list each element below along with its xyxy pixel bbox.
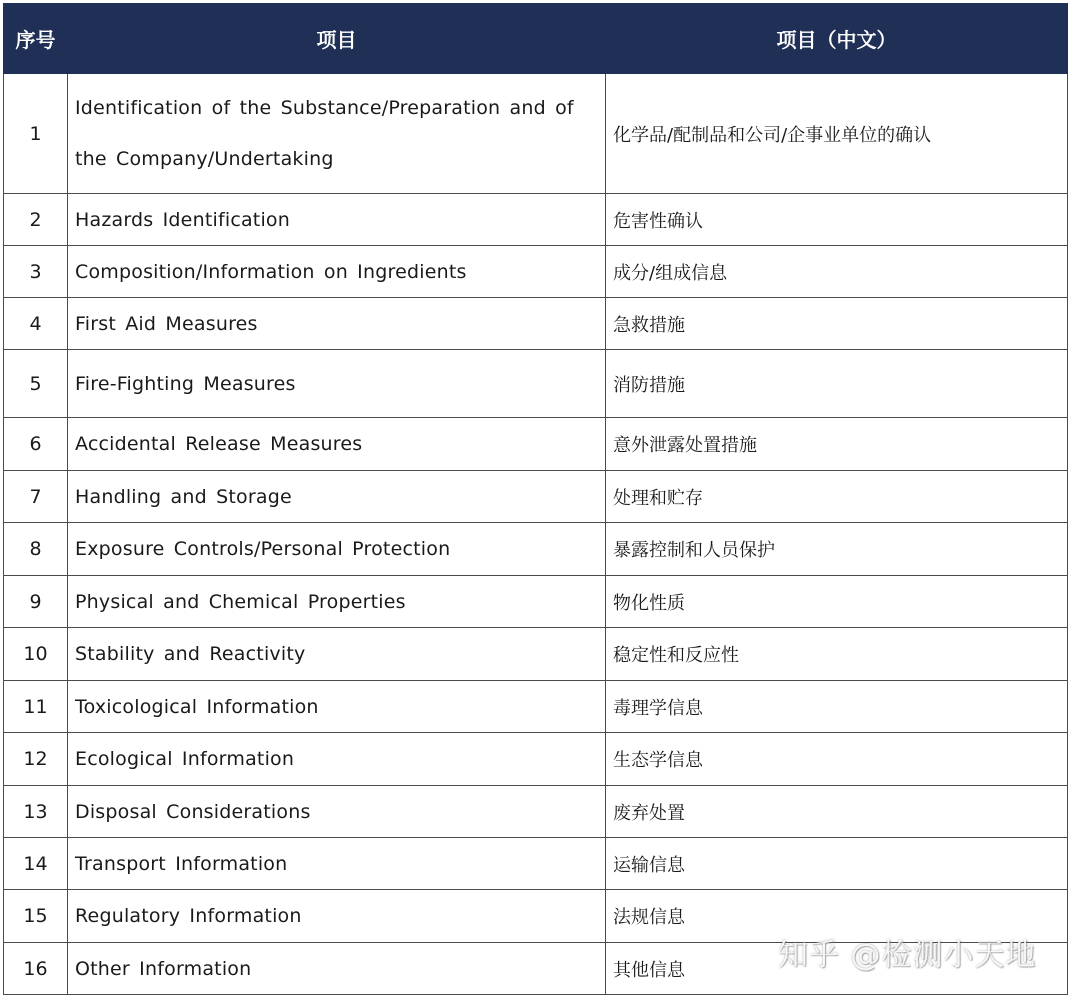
row-item-chinese: 成分/组成信息 <box>606 246 1068 298</box>
table-row <box>4 628 1068 681</box>
table-row <box>4 471 1068 523</box>
row-item-chinese: 危害性确认 <box>606 194 1068 246</box>
header-item-chinese: 项目（中文） <box>606 4 1068 74</box>
row-item-chinese: 消防措施 <box>606 350 1068 418</box>
row-item-chinese: 运输信息 <box>606 838 1068 890</box>
row-serial-number: 13 <box>4 786 68 838</box>
row-item-english: Stability and Reactivity <box>68 628 606 681</box>
row-serial-number: 11 <box>4 681 68 733</box>
row-item-english: Identification of the Substance/Preparation and of the Company/Undertaking <box>68 74 606 194</box>
table-body <box>4 74 1068 995</box>
row-serial-number: 4 <box>4 298 68 350</box>
row-serial-number: 9 <box>4 576 68 628</box>
row-item-chinese: 生态学信息 <box>606 733 1068 786</box>
row-item-english: Composition/Information on Ingredients <box>68 246 606 298</box>
row-serial-number: 15 <box>4 890 68 943</box>
row-item-english: Other Information <box>68 943 606 995</box>
row-item-english: Regulatory Information <box>68 890 606 943</box>
row-item-chinese: 法规信息 <box>606 890 1068 943</box>
sds-sections-table <box>3 3 1068 995</box>
table-row <box>4 733 1068 786</box>
table-row <box>4 786 1068 838</box>
row-item-chinese: 化学品/配制品和公司/企事业单位的确认 <box>606 74 1068 194</box>
row-item-chinese: 废弃处置 <box>606 786 1068 838</box>
row-item-english: Transport Information <box>68 838 606 890</box>
table-row <box>4 523 1068 576</box>
row-item-chinese: 处理和贮存 <box>606 471 1068 523</box>
table-row <box>4 298 1068 350</box>
table-header-row <box>4 4 1068 74</box>
row-item-chinese: 急救措施 <box>606 298 1068 350</box>
table-row <box>4 418 1068 471</box>
row-item-chinese: 稳定性和反应性 <box>606 628 1068 681</box>
row-item-english: Exposure Controls/Personal Protection <box>68 523 606 576</box>
row-serial-number: 2 <box>4 194 68 246</box>
row-item-chinese: 其他信息 <box>606 943 1068 995</box>
row-item-english: Hazards Identification <box>68 194 606 246</box>
row-item-chinese: 暴露控制和人员保护 <box>606 523 1068 576</box>
row-item-english: Handling and Storage <box>68 471 606 523</box>
row-item-english: Toxicological Information <box>68 681 606 733</box>
header-serial-number: 序号 <box>4 4 68 74</box>
row-serial-number: 12 <box>4 733 68 786</box>
watermark: 知乎 @检测小天地 <box>778 938 1037 973</box>
row-serial-number: 7 <box>4 471 68 523</box>
table-row <box>4 74 1068 194</box>
table-row <box>4 681 1068 733</box>
row-serial-number: 8 <box>4 523 68 576</box>
row-serial-number: 5 <box>4 350 68 418</box>
table-row <box>4 838 1068 890</box>
row-item-english: Fire-Fighting Measures <box>68 350 606 418</box>
row-item-english: Disposal Considerations <box>68 786 606 838</box>
header-item: 项目 <box>68 4 606 74</box>
row-serial-number: 16 <box>4 943 68 995</box>
table-row <box>4 194 1068 246</box>
row-item-english: Physical and Chemical Properties <box>68 576 606 628</box>
table-row <box>4 576 1068 628</box>
row-item-chinese: 毒理学信息 <box>606 681 1068 733</box>
row-serial-number: 1 <box>4 74 68 194</box>
row-item-english: Accidental Release Measures <box>68 418 606 471</box>
row-serial-number: 6 <box>4 418 68 471</box>
row-serial-number: 10 <box>4 628 68 681</box>
table-row <box>4 350 1068 418</box>
row-serial-number: 3 <box>4 246 68 298</box>
table-row <box>4 246 1068 298</box>
row-serial-number: 14 <box>4 838 68 890</box>
row-item-chinese: 意外泄露处置措施 <box>606 418 1068 471</box>
row-item-english: First Aid Measures <box>68 298 606 350</box>
row-item-chinese: 物化性质 <box>606 576 1068 628</box>
row-item-english: Ecological Information <box>68 733 606 786</box>
